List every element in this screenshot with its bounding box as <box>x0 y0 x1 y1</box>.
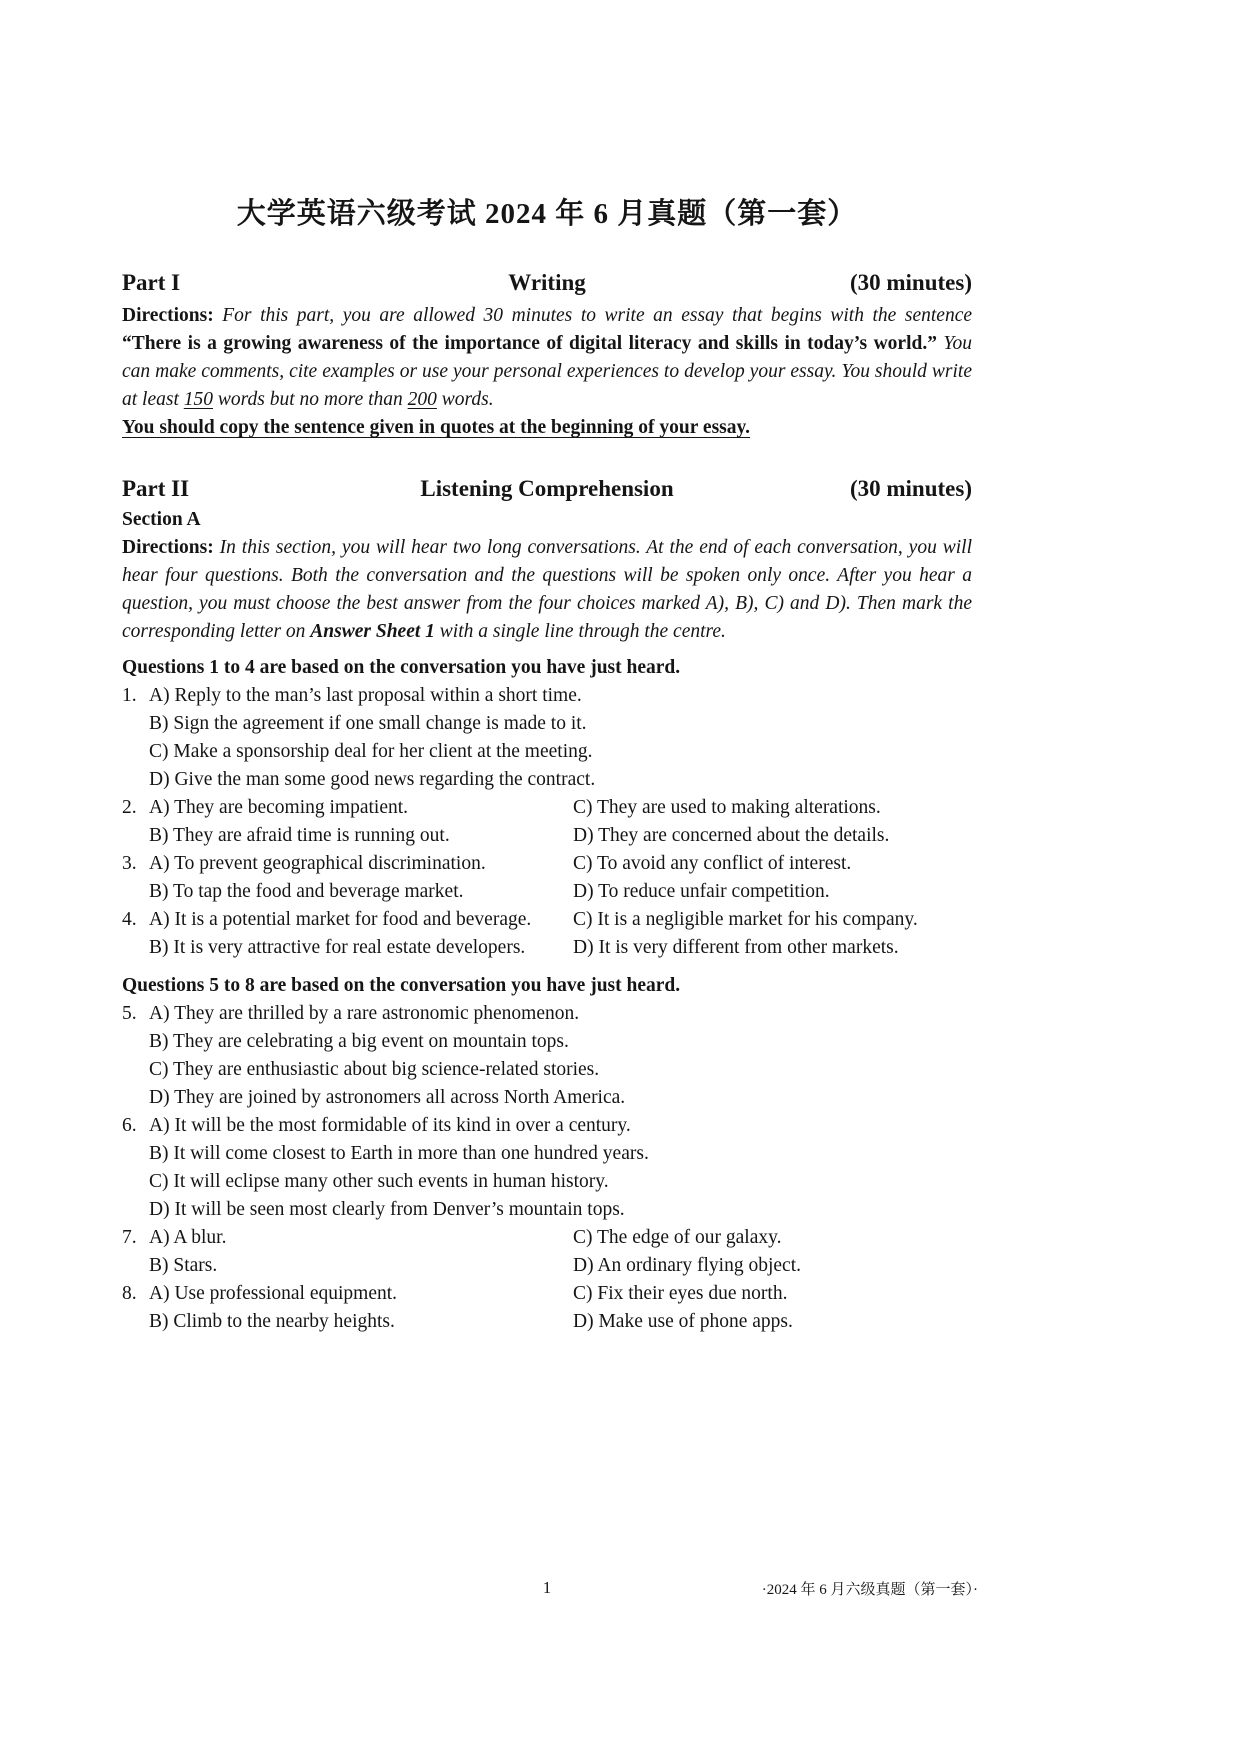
option-text: B) Sign the agreement if one small change is made to it. <box>149 713 587 734</box>
option-text: C) It is a negligible market for his company. <box>573 909 918 930</box>
questions-1-4-heading: Questions 1 to 4 are based on the conversation you have just heard. <box>122 657 681 678</box>
question-option-row <box>122 906 972 934</box>
option-text: A) They are becoming impatient. <box>149 797 409 818</box>
text-segment: “There is a growing awareness of the importance of digital literacy and skills in today’s world.” <box>122 333 937 354</box>
text-segment: In this section, you will hear two long conversations. At the end of each conversation, you will hear four questions. Both the conversation and the questions will be spoken only once. After you hear a question, you must choose the best answer from the four choices marked A), B), C) and D). Then mark the corresponding letter on <box>122 537 972 642</box>
exam-title: 大学英语六级考试 2024 年 6 月真题（第一套） <box>236 198 858 230</box>
option-text: D) Give the man some good news regarding the contract. <box>149 769 596 790</box>
question-option-row <box>122 1000 972 1028</box>
part2-header <box>122 474 972 504</box>
question-option-row <box>122 682 972 710</box>
option-text: B) To tap the food and beverage market. <box>149 881 464 902</box>
option-text: C) It will eclipse many other such events in human history. <box>149 1171 609 1192</box>
question-number <box>122 738 149 766</box>
question-option-row <box>122 1056 972 1084</box>
question-number: 2. <box>122 797 137 818</box>
text-segment: For this part, you are allowed 30 minutes to write an essay that begins with the sentence <box>222 305 973 326</box>
question-number: 4. <box>122 909 137 930</box>
question-number <box>122 1252 149 1280</box>
option-text: A) Reply to the man’s last proposal within a short time. <box>149 685 582 706</box>
part2-heading: Listening Comprehension <box>420 476 674 501</box>
question-number <box>122 1308 149 1336</box>
question-option-row <box>122 710 972 738</box>
question-number <box>122 1056 149 1084</box>
option-text: C) They are used to making alterations. <box>573 797 881 818</box>
part2-duration: (30 minutes) <box>849 476 972 501</box>
option-text: C) Fix their eyes due north. <box>573 1283 788 1304</box>
footer-page-number: 1 <box>542 1578 552 1597</box>
question-number <box>122 1084 149 1112</box>
question-number: 5. <box>122 1003 137 1024</box>
question-option-row <box>122 1140 972 1168</box>
option-text: D) An ordinary flying object. <box>573 1255 801 1276</box>
question-number <box>122 1028 149 1056</box>
question-option-row <box>122 1196 972 1224</box>
part1-duration: (30 minutes) <box>849 270 972 295</box>
question-option-row <box>122 850 972 878</box>
option-text: A) It is a potential market for food and beverage. <box>149 909 532 930</box>
option-text: A) They are thrilled by a rare astronomic phenomenon. <box>149 1003 580 1024</box>
question-option-row <box>122 1084 972 1112</box>
text-segment: You can make comments, cite examples or use your personal experiences to develop your essay. You should write at least <box>122 333 972 410</box>
option-text: A) To prevent geographical discrimination. <box>149 853 486 874</box>
option-text: D) To reduce unfair competition. <box>573 881 830 902</box>
option-text: D) They are concerned about the details. <box>573 825 890 846</box>
question-number: 1. <box>122 685 137 706</box>
option-text: D) Make use of phone apps. <box>573 1311 793 1332</box>
option-text: C) They are enthusiastic about big science-related stories. <box>149 1059 600 1080</box>
section-a-label: Section A <box>122 509 201 530</box>
question-number: 6. <box>122 1115 137 1136</box>
question-option-row <box>122 1252 972 1280</box>
option-text: D) It will be seen most clearly from Denver’s mountain tops. <box>149 1199 625 1220</box>
part1-heading: Writing <box>508 270 586 295</box>
text-segment: Answer Sheet 1 <box>310 621 435 642</box>
page-content <box>122 0 972 1336</box>
part2-label: Part II <box>122 476 190 501</box>
question-number <box>122 1140 149 1168</box>
option-text: B) They are celebrating a big event on mountain tops. <box>149 1031 569 1052</box>
question-option-row <box>122 738 972 766</box>
question-option-row <box>122 1224 972 1252</box>
question-number <box>122 766 149 794</box>
text-segment: Directions: <box>122 537 220 558</box>
part1-directions <box>122 302 972 414</box>
questions-1-4-block <box>122 682 972 962</box>
question-option-row <box>122 794 972 822</box>
text-segment: words. <box>436 389 494 410</box>
option-text: B) It will come closest to Earth in more than one hundred years. <box>149 1143 649 1164</box>
option-text: C) To avoid any conflict of interest. <box>573 853 852 874</box>
question-option-row <box>122 1168 972 1196</box>
question-number <box>122 822 149 850</box>
question-option-row <box>122 822 972 850</box>
option-text: B) Stars. <box>149 1255 218 1276</box>
question-number: 8. <box>122 1283 137 1304</box>
question-option-row <box>122 934 972 962</box>
question-option-row <box>122 1028 972 1056</box>
text-segment: words but no more than <box>213 389 408 410</box>
question-number: 7. <box>122 1227 137 1248</box>
option-text: A) It will be the most formidable of its kind in over a century. <box>149 1115 631 1136</box>
option-text: A) A blur. <box>149 1227 227 1248</box>
question-number <box>122 1196 149 1224</box>
option-text: B) It is very attractive for real estate developers. <box>149 937 526 958</box>
question-option-row <box>122 766 972 794</box>
question-number <box>122 934 149 962</box>
question-number: 3. <box>122 853 137 874</box>
text-segment: with a single line through the centre. <box>434 621 726 642</box>
question-option-row <box>122 1308 972 1336</box>
option-text: B) Climb to the nearby heights. <box>149 1311 395 1332</box>
option-text: D) It is very different from other markets. <box>573 937 899 958</box>
option-text: B) They are afraid time is running out. <box>149 825 450 846</box>
option-text: C) Make a sponsorship deal for her client at the meeting. <box>149 741 593 762</box>
question-number <box>122 1168 149 1196</box>
question-number <box>122 878 149 906</box>
part1-copy-note: You should copy the sentence given in quotes at the beginning of your essay. <box>122 417 751 438</box>
option-text: D) They are joined by astronomers all across North America. <box>149 1087 626 1108</box>
part2-directions <box>122 534 972 646</box>
text-segment: Directions: <box>122 305 223 326</box>
question-option-row <box>122 878 972 906</box>
text-segment: 150 <box>183 389 213 410</box>
part1-label: Part I <box>122 270 181 295</box>
footer-exam-label: ·2024 年 6 月六级真题（第一套）· <box>761 1582 978 1598</box>
questions-5-8-heading: Questions 5 to 8 are based on the conversation you have just heard. <box>122 975 681 996</box>
option-text: A) Use professional equipment. <box>149 1283 398 1304</box>
question-option-row <box>122 1280 972 1308</box>
question-option-row <box>122 1112 972 1140</box>
question-number <box>122 710 149 738</box>
text-segment: 200 <box>407 389 437 410</box>
option-text: C) The edge of our galaxy. <box>573 1227 782 1248</box>
questions-5-8-block <box>122 1000 972 1336</box>
part1-header <box>122 268 972 298</box>
